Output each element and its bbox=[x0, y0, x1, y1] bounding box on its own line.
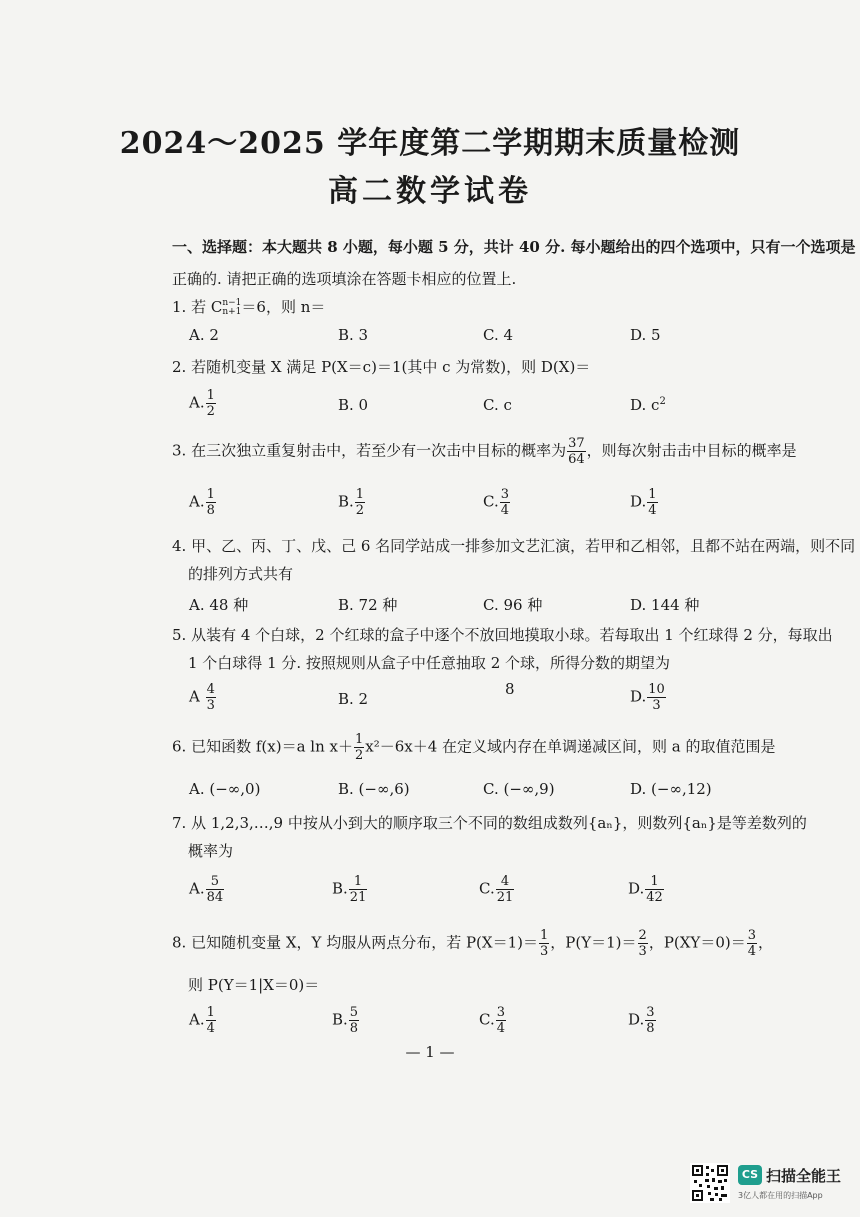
section-instructions-line2: 正确的. 请把正确的选项填涂在答题卡相应的位置上. bbox=[172, 270, 517, 288]
question-6-stem: 6. 已知函数 f(x)＝a ln x＋ $\frac{1}{2}$ x²－6x＋4 在定义域内存在单调递减区间，则 a 的取值范围是 bbox=[172, 732, 776, 763]
camscanner-brand-name: 扫描全能王 bbox=[766, 1167, 842, 1185]
q4-option-a: A. 48 种 bbox=[189, 596, 249, 614]
camscanner-logo: CS bbox=[738, 1165, 762, 1185]
q7-option-c: C. $\frac{4}{21}$ bbox=[479, 874, 514, 905]
question-4-stem-line1: 4. 甲、乙、丙、丁、戊、己 6 名同学站成一排参加文艺汇演，若甲和乙相邻，且都不站在两端，则不同 bbox=[172, 537, 856, 555]
question-5-stem-line1: 5. 从装有 4 个白球，2 个红球的盒子中逐个不放回地摸取小球。若每取出 1 个红球得 2 分，每取出 bbox=[172, 626, 833, 644]
q1-option-d: D. 5 bbox=[630, 326, 661, 344]
q1-option-c: C. 4 bbox=[483, 326, 514, 344]
q8-option-c: C. $\frac{3}{4}$ bbox=[479, 1005, 505, 1036]
q5-option-c-numerator: 8 bbox=[505, 680, 515, 698]
question-8-stem-line2: 则 P(Y＝1|X＝0)＝ bbox=[188, 976, 320, 994]
q7-option-b: B. $\frac{1}{21}$ bbox=[332, 874, 367, 905]
q3-option-c: C. $\frac{3}{4}$ bbox=[483, 487, 509, 518]
q8-option-d: D. $\frac{3}{8}$ bbox=[628, 1005, 655, 1036]
question-7-stem-line2: 概率为 bbox=[188, 842, 234, 860]
q5-option-a: A $\frac{4}{3}$ bbox=[189, 682, 215, 713]
q2-option-c: C. c bbox=[483, 396, 512, 414]
page-number: — 1 — bbox=[405, 1043, 455, 1061]
q3-option-b: B. $\frac{1}{2}$ bbox=[338, 487, 365, 518]
exam-title: 2024～2025 学年度第二学期期末质量检测 bbox=[119, 126, 741, 161]
q8-option-a: A. $\frac{1}{4}$ bbox=[189, 1005, 215, 1036]
q1-option-b: B. 3 bbox=[338, 326, 369, 344]
question-1-stem: 1. 若 C n−1 n+1 ＝6，则 n＝ bbox=[172, 298, 326, 317]
question-3-stem: 3. 在三次独立重复射击中，若至少有一次击中目标的概率为 $\frac{37}{64}$ ，则每次射击击中目标的概率是 bbox=[172, 436, 797, 467]
q3-option-d: D. $\frac{1}{4}$ bbox=[630, 487, 657, 518]
question-8-stem-line1: 8. 已知随机变量 X，Y 均服从两点分布，若 P(X＝1)＝ $\frac{1}{3}$ ，P(Y＝1)＝ $\frac{2}{3}$ ，P(XY＝0)＝ $\frac{3}{4}$ ， bbox=[172, 928, 774, 959]
q2-option-a: A. $\frac{1}{2}$ bbox=[189, 388, 215, 419]
q6-option-a: A. (−∞,0) bbox=[189, 780, 261, 798]
q5-option-b: B. 2 bbox=[338, 690, 369, 708]
q2-option-b: B. 0 bbox=[338, 396, 369, 414]
question-5-stem-line2: 1 个白球得 1 分. 按照规则从盒子中任意抽取 2 个球，所得分数的期望为 bbox=[188, 654, 671, 672]
q4-option-c: C. 96 种 bbox=[483, 596, 543, 614]
question-4-stem-line2: 的排列方式共有 bbox=[188, 565, 294, 583]
section-instructions-line1: 一、选择题：本大题共 8 小题，每小题 5 分，共计 40 分. 每小题给出的四个选项中，只有一个选项是 bbox=[172, 238, 856, 256]
q6-option-b: B. (−∞,6) bbox=[338, 780, 410, 798]
exam-subtitle: 高二数学试卷 bbox=[328, 174, 532, 209]
q6-option-d: D. (−∞,12) bbox=[630, 780, 712, 798]
q7-option-a: A. $\frac{5}{84}$ bbox=[189, 874, 224, 905]
q4-option-b: B. 72 种 bbox=[338, 596, 398, 614]
question-7-stem-line1: 7. 从 1,2,3,…,9 中按从小到大的顺序取三个不同的数组成数列{aₙ}，则数列{aₙ}是等差数列的 bbox=[172, 814, 807, 832]
q5-option-d: D. $\frac{10}{3}$ bbox=[630, 682, 665, 713]
qr-code-icon bbox=[690, 1163, 730, 1203]
q3-option-a: A. $\frac{1}{8}$ bbox=[189, 487, 215, 518]
question-2-stem: 2. 若随机变量 X 满足 P(X＝c)＝1(其中 c 为常数)，则 D(X)＝ bbox=[172, 358, 591, 376]
q7-option-d: D. $\frac{1}{42}$ bbox=[628, 874, 663, 905]
camscanner-slogan: 3亿人都在用的扫描App bbox=[738, 1191, 823, 1200]
q2-option-d: D. $c^2$ bbox=[630, 396, 666, 414]
q4-option-d: D. 144 种 bbox=[630, 596, 700, 614]
q6-option-c: C. (−∞,9) bbox=[483, 780, 555, 798]
q1-option-a: A. 2 bbox=[189, 326, 219, 344]
q8-option-b: B. $\frac{5}{8}$ bbox=[332, 1005, 359, 1036]
